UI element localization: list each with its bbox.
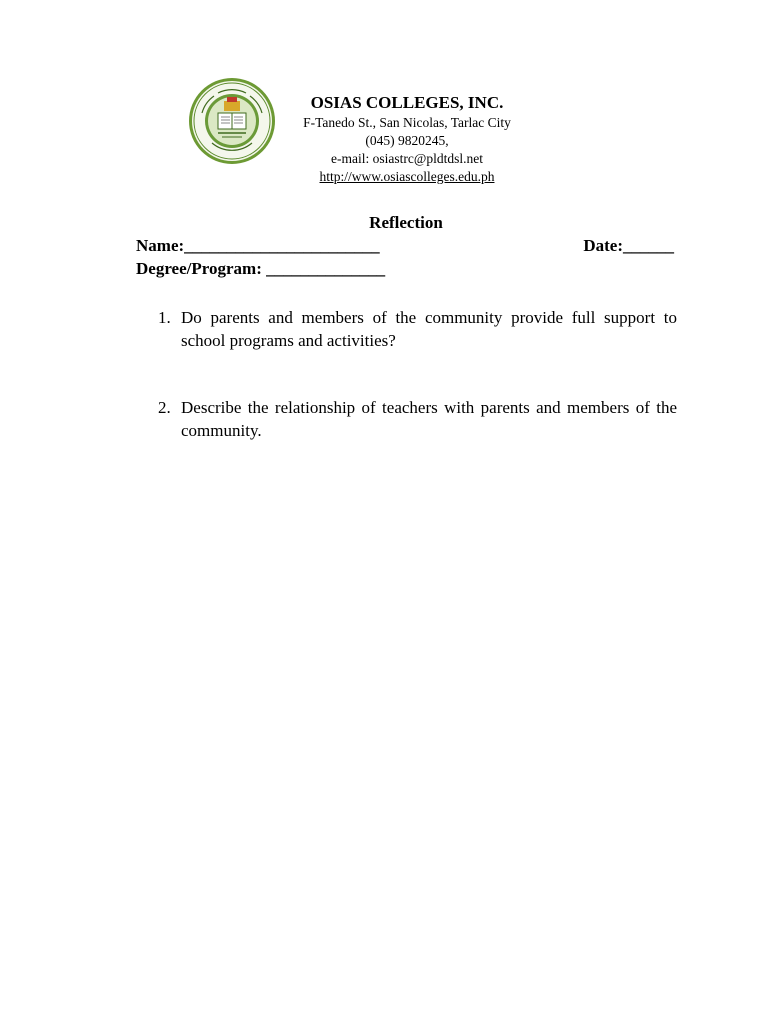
org-email: e-mail: osiastrc@pldtdsl.net [331, 151, 483, 166]
letterhead [280, 92, 534, 186]
org-address: F-Tanedo St., San Nicolas, Tarlac City [303, 115, 511, 130]
document-title: Reflection [369, 213, 443, 232]
question-item [158, 306, 677, 352]
date-field: Date:______ [583, 236, 674, 255]
question-number: 2. [158, 398, 171, 417]
org-phone: (045) 9820245, [365, 133, 449, 148]
question-text: Do parents and members of the community provide full support to school programs and activities? [181, 308, 677, 350]
degree-program-field: Degree/Program: ______________ [136, 259, 386, 278]
question-text: Describe the relationship of teachers with parents and members of the community. [181, 398, 677, 440]
name-field: Name:_______________________ [136, 236, 380, 255]
school-seal-logo [188, 77, 276, 165]
org-name: OSIAS COLLEGES, INC. [310, 93, 504, 112]
question-list [158, 306, 677, 486]
org-website-link[interactable]: http://www.osiascolleges.edu.ph [319, 169, 495, 184]
question-item [158, 396, 677, 442]
question-number: 1. [158, 308, 171, 327]
